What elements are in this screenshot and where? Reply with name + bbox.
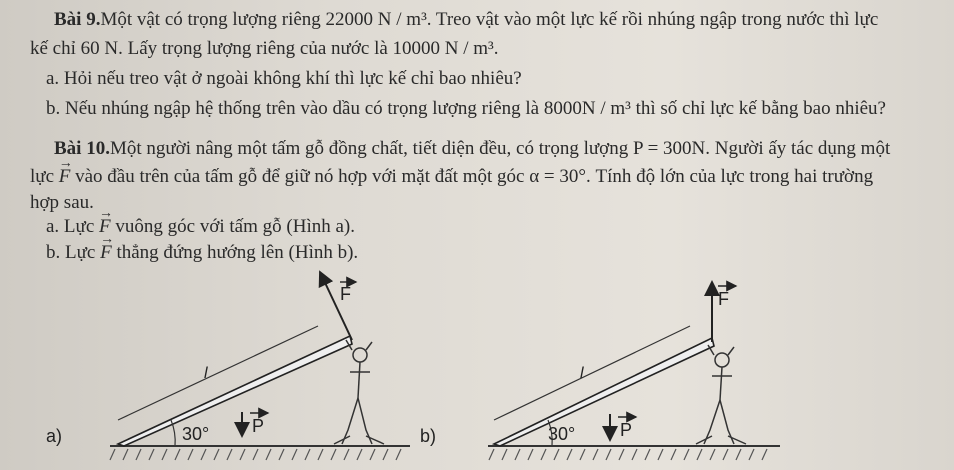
person-figure (696, 345, 746, 444)
figure-a (46, 272, 410, 460)
problem10-line2-pre: lực (30, 166, 55, 187)
force-label: F (340, 284, 351, 304)
problem9-part-b: b. Nếu nhúng ngập hệ thống trên vào dầu có trọng lượng riêng là 8000N / m³ thì số chỉ lực kế bằng bao nhiêu? (46, 98, 886, 119)
weight-label: P (620, 420, 633, 440)
angle-label: 30° (182, 424, 210, 444)
ground-hatch (489, 449, 767, 460)
figure-a-label: a) (46, 426, 63, 446)
weight-label: P (252, 416, 265, 436)
problem10-part-a-post: vuông góc với tấm gỗ (Hình a). (110, 216, 355, 237)
problem9-line2: kế chỉ 60 N. Lấy trọng lượng riêng của nước là 10000 N / m³. (30, 38, 499, 59)
problem10-part-b-pre: b. Lực (46, 242, 96, 263)
force-vector-symbol: → F (59, 166, 71, 188)
problem10-part-a-pre: a. Lực (46, 216, 95, 237)
length-label: l (204, 365, 208, 382)
problem9-part-a: a. Hỏi nếu treo vật ở ngoài không khí thì lực kế chỉ bao nhiêu? (46, 68, 522, 89)
problem10-text-1: Một người nâng một tấm gỗ đồng chất, tiết diện đều, có trọng lượng P = 300N. Người ấy tác dụng một (109, 138, 891, 159)
figure-b-label: b) (420, 426, 437, 446)
force-label: F (718, 289, 729, 309)
problem9-text-1: Một vật có trọng lượng riêng 22000 N / m³. Treo vật vào một lực kế rồi nhúng ngập trong nước thì lực (100, 9, 879, 30)
length-dimension-line (494, 326, 690, 420)
force-vector-symbol: → F (100, 242, 112, 264)
figure-b (420, 282, 780, 460)
angle-label: 30° (548, 424, 576, 444)
problem10-title: Bài 10. (54, 138, 110, 159)
wooden-plank (494, 338, 714, 446)
problem9-title: Bài 9. (54, 9, 101, 30)
problem10-line3: hợp sau. (30, 192, 94, 213)
problem10-part-b-post: thẳng đứng hướng lên (Hình b). (111, 242, 359, 263)
problem10-line2-post: vào đầu trên của tấm gỗ để giữ nó hợp với mặt đất một góc α = 30°. Tính độ lớn của lực trong hai trường (70, 166, 874, 187)
person-figure (334, 340, 384, 444)
wooden-plank (118, 336, 352, 446)
force-vector-symbol: → F (99, 216, 111, 238)
ground-hatch (110, 449, 401, 460)
length-label: l (580, 365, 584, 382)
